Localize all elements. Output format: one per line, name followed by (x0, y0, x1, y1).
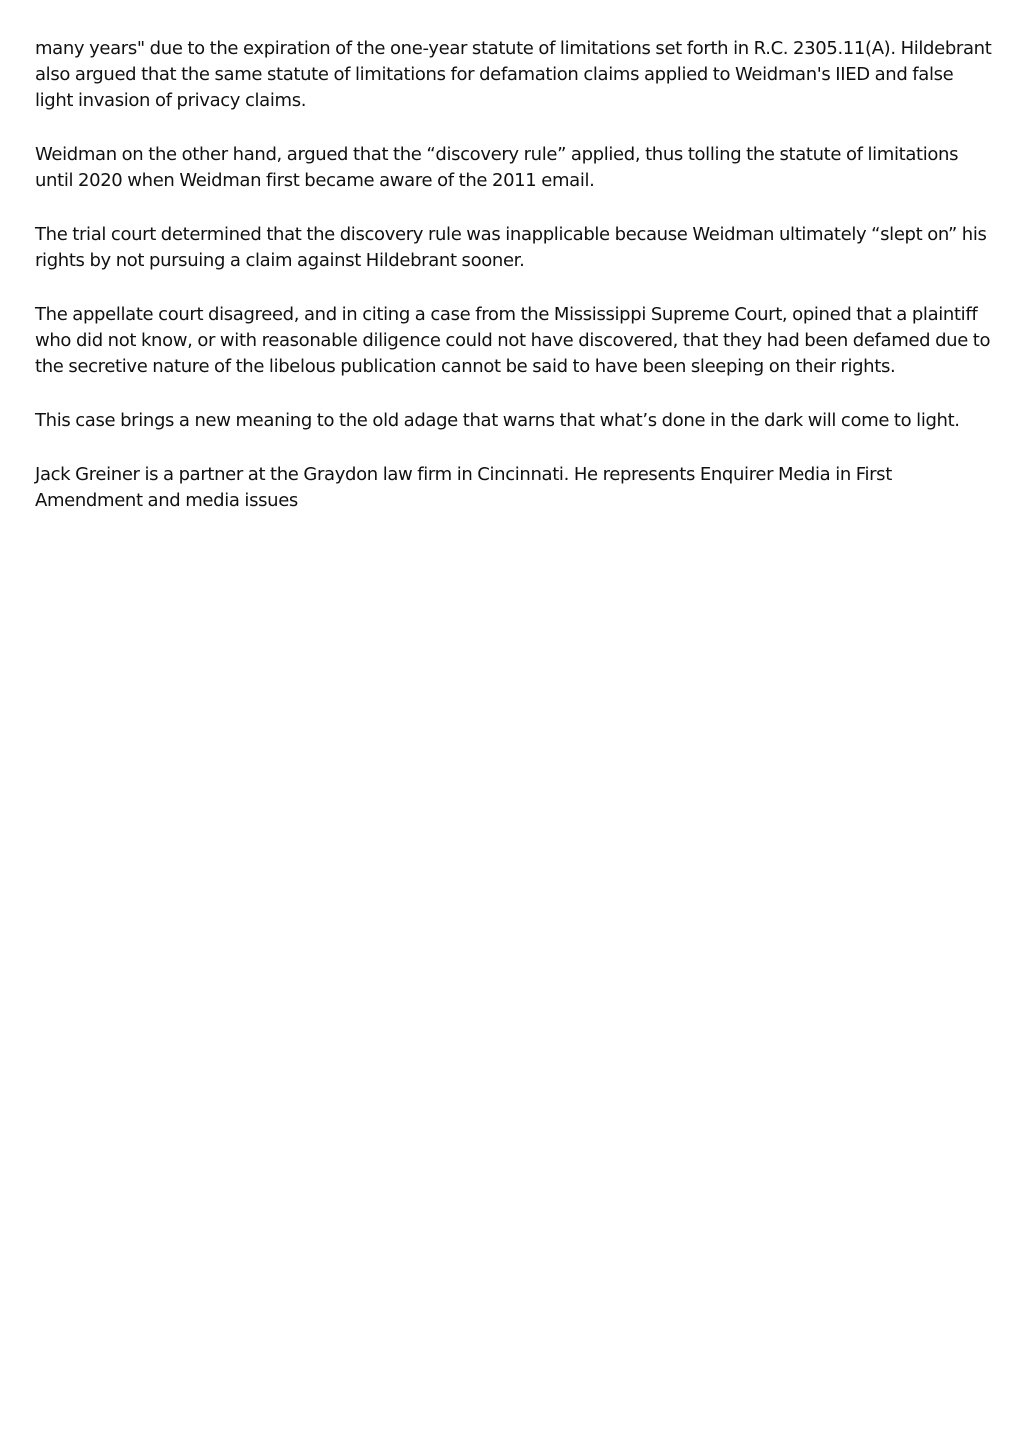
paragraph-conclusion: This case brings a new meaning to the old adage that warns that what’s done in the dark will come to light. (35, 410, 960, 431)
paragraph-appellate-court: The appellate court disagreed, and in citing a case from the Mississippi Supreme Court, opined that a plaintiff who did not know, or with reasonable diligence could not have discovered, that they had been defamed due to the secretive nature of the libelous publication cannot be said to have been sleeping on their rights. (35, 304, 991, 377)
paragraph-discovery-rule: Weidman on the other hand, argued that the “discovery rule” applied, thus tolling the statute of limitations until 2020 when Weidman first became aware of the 2011 email. (35, 144, 959, 191)
paragraph-statute-of-limitations: many years" due to the expiration of the one-year statute of limitations set forth in R.C. 2305.11(A). Hildebrant also argued that the same statute of limitations for defamation claims applied to Weidman's IIED and false light invasion of privacy claims. (35, 38, 992, 111)
paragraph-trial-court: The trial court determined that the discovery rule was inapplicable because Weidman ultimately “slept on” his rights by not pursuing a claim against Hildebrant sooner. (35, 224, 987, 271)
article-body (35, 36, 995, 542)
paragraph-author-bio: Jack Greiner is a partner at the Graydon law firm in Cincinnati. He represents Enquirer Media in First Amendment and media issues (35, 464, 892, 511)
